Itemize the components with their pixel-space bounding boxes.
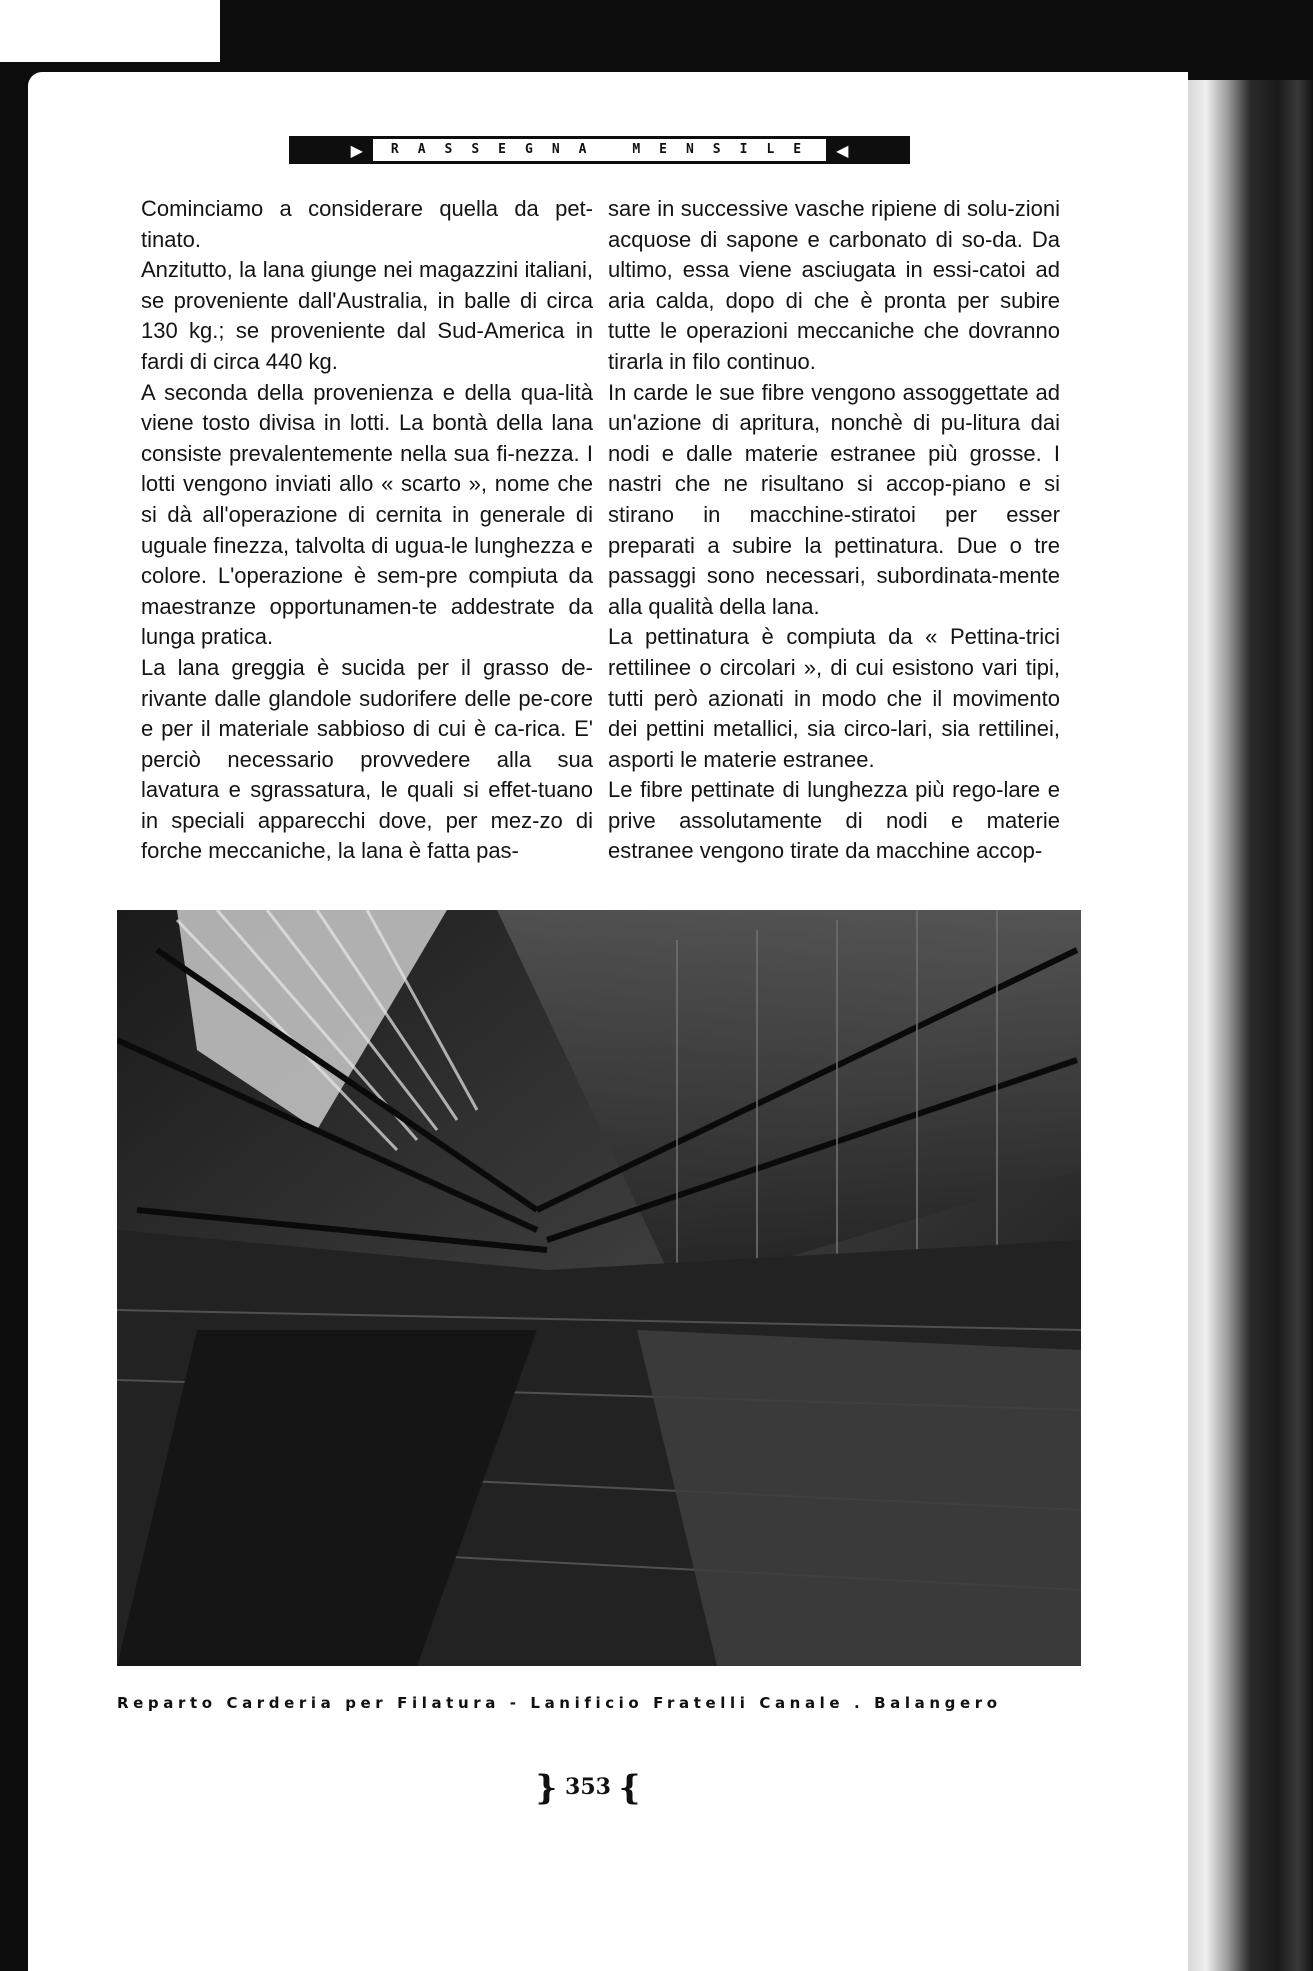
paragraph: Le fibre pettinate di lunghezza più rego-lare e prive assolutamente di nodi e materie estranee vengono tirate da macchine accop- — [608, 777, 1060, 864]
paragraph: A seconda della provenienza e della qua-lità viene tosto divisa in lotti. La bontà della lana consiste prevalentemente nella sua fi-nezza. I lotti vengono inviati allo « scarto », nome che si dà all'operazione di cernita in generale di uguale finezza, talvolta di ugua-le lunghezza e colore. L'operazione è sem-pre compiuta da maestranze opportunamen-te addestrate da lunga pratica. — [141, 379, 593, 650]
paragraph: Anzitutto, la lana giunge nei magazzini italiani, se proveniente dall'Australia, in balle di circa 130 kg.; se proveniente dal Sud-America in fardi di circa 440 kg. — [141, 257, 593, 374]
book-spine-edge — [1188, 80, 1313, 1971]
right-text-column — [608, 194, 1060, 867]
left-text-column — [141, 194, 593, 867]
running-header — [289, 136, 910, 164]
scan-top-strip — [0, 0, 220, 62]
page-number-block — [528, 1768, 648, 1808]
paragraph: La lana greggia è sucida per il grasso de-rivante dalle glandole sudorifere delle pe-core e per il materiale sabbioso di cui è ca-rica. E' perciò necessario provvedere alla sua lavatura e sgrassatura, le quali si effet-tuano in speciali apparecchi dove, per mez-zo di forche meccaniche, la lana è fatta pas- — [141, 654, 593, 864]
factory-photo — [117, 910, 1081, 1666]
paragraph: Cominciamo a considerare quella da pet-tinato. — [141, 196, 593, 252]
paragraph: In carde le sue fibre vengono assoggettate ad un'azione di apritura, nonchè di pu-litura dai nodi e dalle materie estranee più grosse. I nastri che ne risultano si accop-piano e si stirano in macchine-stiratoi per esser preparati a subire la pettinatura. Due o tre passaggi sono necessari, subordinata-mente alla qualità della lana. — [608, 379, 1060, 619]
carding-room-photo-illustration — [117, 910, 1081, 1666]
header-title: RASSEGNA MENSILE — [373, 139, 826, 161]
paragraph: La pettinatura è compiuta da « Pettina-trici rettilinee o circolari », di cui esistono vari tipi, tutti però azionati in modo che il movimento dei pettini metallici, sia circo-lari, sia rettilinei, asporti le materie estranee. — [608, 624, 1060, 772]
page-number: 353 — [565, 1774, 611, 1800]
header-right-arrow-icon: ◀ — [836, 140, 849, 160]
photo-caption: Reparto Carderia per Filatura - Lanificio Fratelli Canale . Balangero — [117, 1694, 1002, 1712]
left-ornament-icon: } — [535, 1768, 558, 1808]
right-ornament-icon: { — [618, 1768, 641, 1808]
paragraph: sare in successive vasche ripiene di solu-zioni acquose di sapone e carbonato di so-da. Da ultimo, essa viene asciugata in essi-catoi ad aria calda, dopo di che è pronta per subire tutte le operazioni meccaniche che dovranno tirarla in filo continuo. — [608, 196, 1060, 374]
header-left-arrow-icon: ▶ — [350, 140, 363, 160]
